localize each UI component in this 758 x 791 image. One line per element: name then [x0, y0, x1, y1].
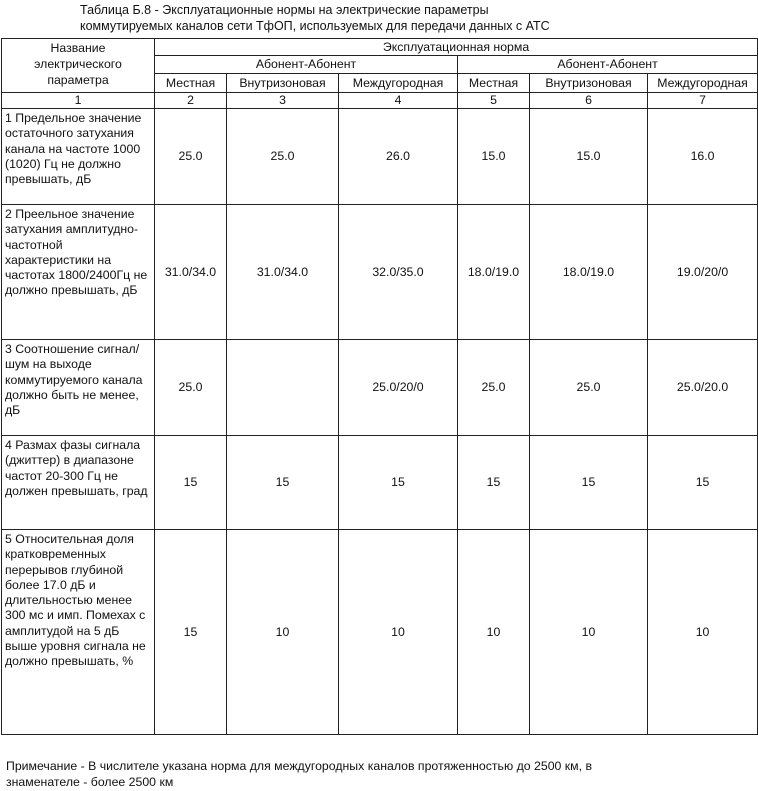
value-cell: 15.0 — [458, 109, 530, 205]
header-row-1 — [2, 39, 758, 56]
column-number: 3 — [227, 93, 339, 109]
subcol-header: Внутризоновая — [530, 74, 648, 93]
table-row — [2, 436, 758, 530]
param-cell: 3 Соотношение сигнал/шум на выходе коммутируемого канала должно быть не менее, дБ — [2, 340, 155, 436]
table-note — [6, 758, 592, 790]
column-number: 1 — [2, 93, 155, 109]
value-cell: 31.0/34.0 — [227, 205, 339, 340]
caption-line-1: Таблица Б.8 - Эксплуатационные нормы на электрические параметры — [80, 3, 489, 17]
value-cell: 25.0 — [530, 340, 648, 436]
norm-header: Эксплуатационная норма — [155, 39, 758, 56]
value-cell: 25.0/20/0 — [339, 340, 458, 436]
value-cell: 18.0/19.0 — [458, 205, 530, 340]
group-header-1: Абонент-Абонент — [155, 56, 458, 74]
param-name-header: Название электрического параметра — [2, 39, 155, 93]
value-cell: 10 — [648, 530, 758, 735]
value-cell: 15 — [339, 436, 458, 530]
value-cell: 31.0/34.0 — [155, 205, 227, 340]
value-cell: 25.0 — [227, 109, 339, 205]
value-cell: 15 — [227, 436, 339, 530]
value-cell: 25.0 — [458, 340, 530, 436]
param-cell: 5 Относительная доля кратковременных перерывов глубиной более 17.0 дБ и длительностью менее 300 мс и имп. Помехах с амплитудой на 5 дБ выше уровня сигнала не должно превышать, % — [2, 530, 155, 735]
value-cell: 25.0 — [155, 109, 227, 205]
value-cell: 15 — [530, 436, 648, 530]
column-number: 2 — [155, 93, 227, 109]
value-cell: 15 — [155, 530, 227, 735]
value-cell: 10 — [227, 530, 339, 735]
value-cell: 25.0/20.0 — [648, 340, 758, 436]
value-cell: 18.0/19.0 — [530, 205, 648, 340]
value-cell: 15 — [648, 436, 758, 530]
value-cell: 10 — [339, 530, 458, 735]
value-cell: 25.0 — [155, 340, 227, 436]
subcol-header: Междугородная — [339, 74, 458, 93]
note-line-1: Примечание - В числителе указана норма для междугородных каналов протяженностью до 2500 км, в — [6, 759, 592, 773]
value-cell: 16.0 — [648, 109, 758, 205]
value-cell: 10 — [458, 530, 530, 735]
subcol-header: Внутризоновая — [227, 74, 339, 93]
value-cell: 15 — [155, 436, 227, 530]
param-cell: 2 Преельное значение затухания амплитудно-частотной характеристики на частотах 1800/2400Гц не должно превышать, дБ — [2, 205, 155, 340]
param-cell: 4 Размах фазы сигнала (джиттер) в диапазоне частот 20-300 Гц не должен превышать, град — [2, 436, 155, 530]
table-row — [2, 205, 758, 340]
table-row — [2, 340, 758, 436]
caption-line-2: коммутируемых каналов сети ТфОП, используемых для передачи данных с АТС — [80, 19, 550, 33]
column-number-row — [2, 93, 758, 109]
value-cell — [227, 340, 339, 436]
value-cell: 19.0/20/0 — [648, 205, 758, 340]
note-line-2: знаменателе - более 2500 км — [6, 775, 174, 789]
table-row — [2, 109, 758, 205]
param-cell: 1 Предельное значение остаточного затухания канала на частоте 1000 (1020) Гц не должно превышать, дБ — [2, 109, 155, 205]
value-cell: 15 — [458, 436, 530, 530]
value-cell: 10 — [530, 530, 648, 735]
table-caption — [80, 2, 550, 34]
subcol-header: Междугородная — [648, 74, 758, 93]
group-header-2: Абонент-Абонент — [458, 56, 758, 74]
value-cell: 32.0/35.0 — [339, 205, 458, 340]
value-cell: 15.0 — [530, 109, 648, 205]
column-number: 7 — [648, 93, 758, 109]
subcol-header: Местная — [155, 74, 227, 93]
subcol-header: Местная — [458, 74, 530, 93]
column-number: 5 — [458, 93, 530, 109]
table-row — [2, 530, 758, 735]
column-number: 4 — [339, 93, 458, 109]
value-cell: 26.0 — [339, 109, 458, 205]
column-number: 6 — [530, 93, 648, 109]
norms-table — [1, 38, 758, 735]
